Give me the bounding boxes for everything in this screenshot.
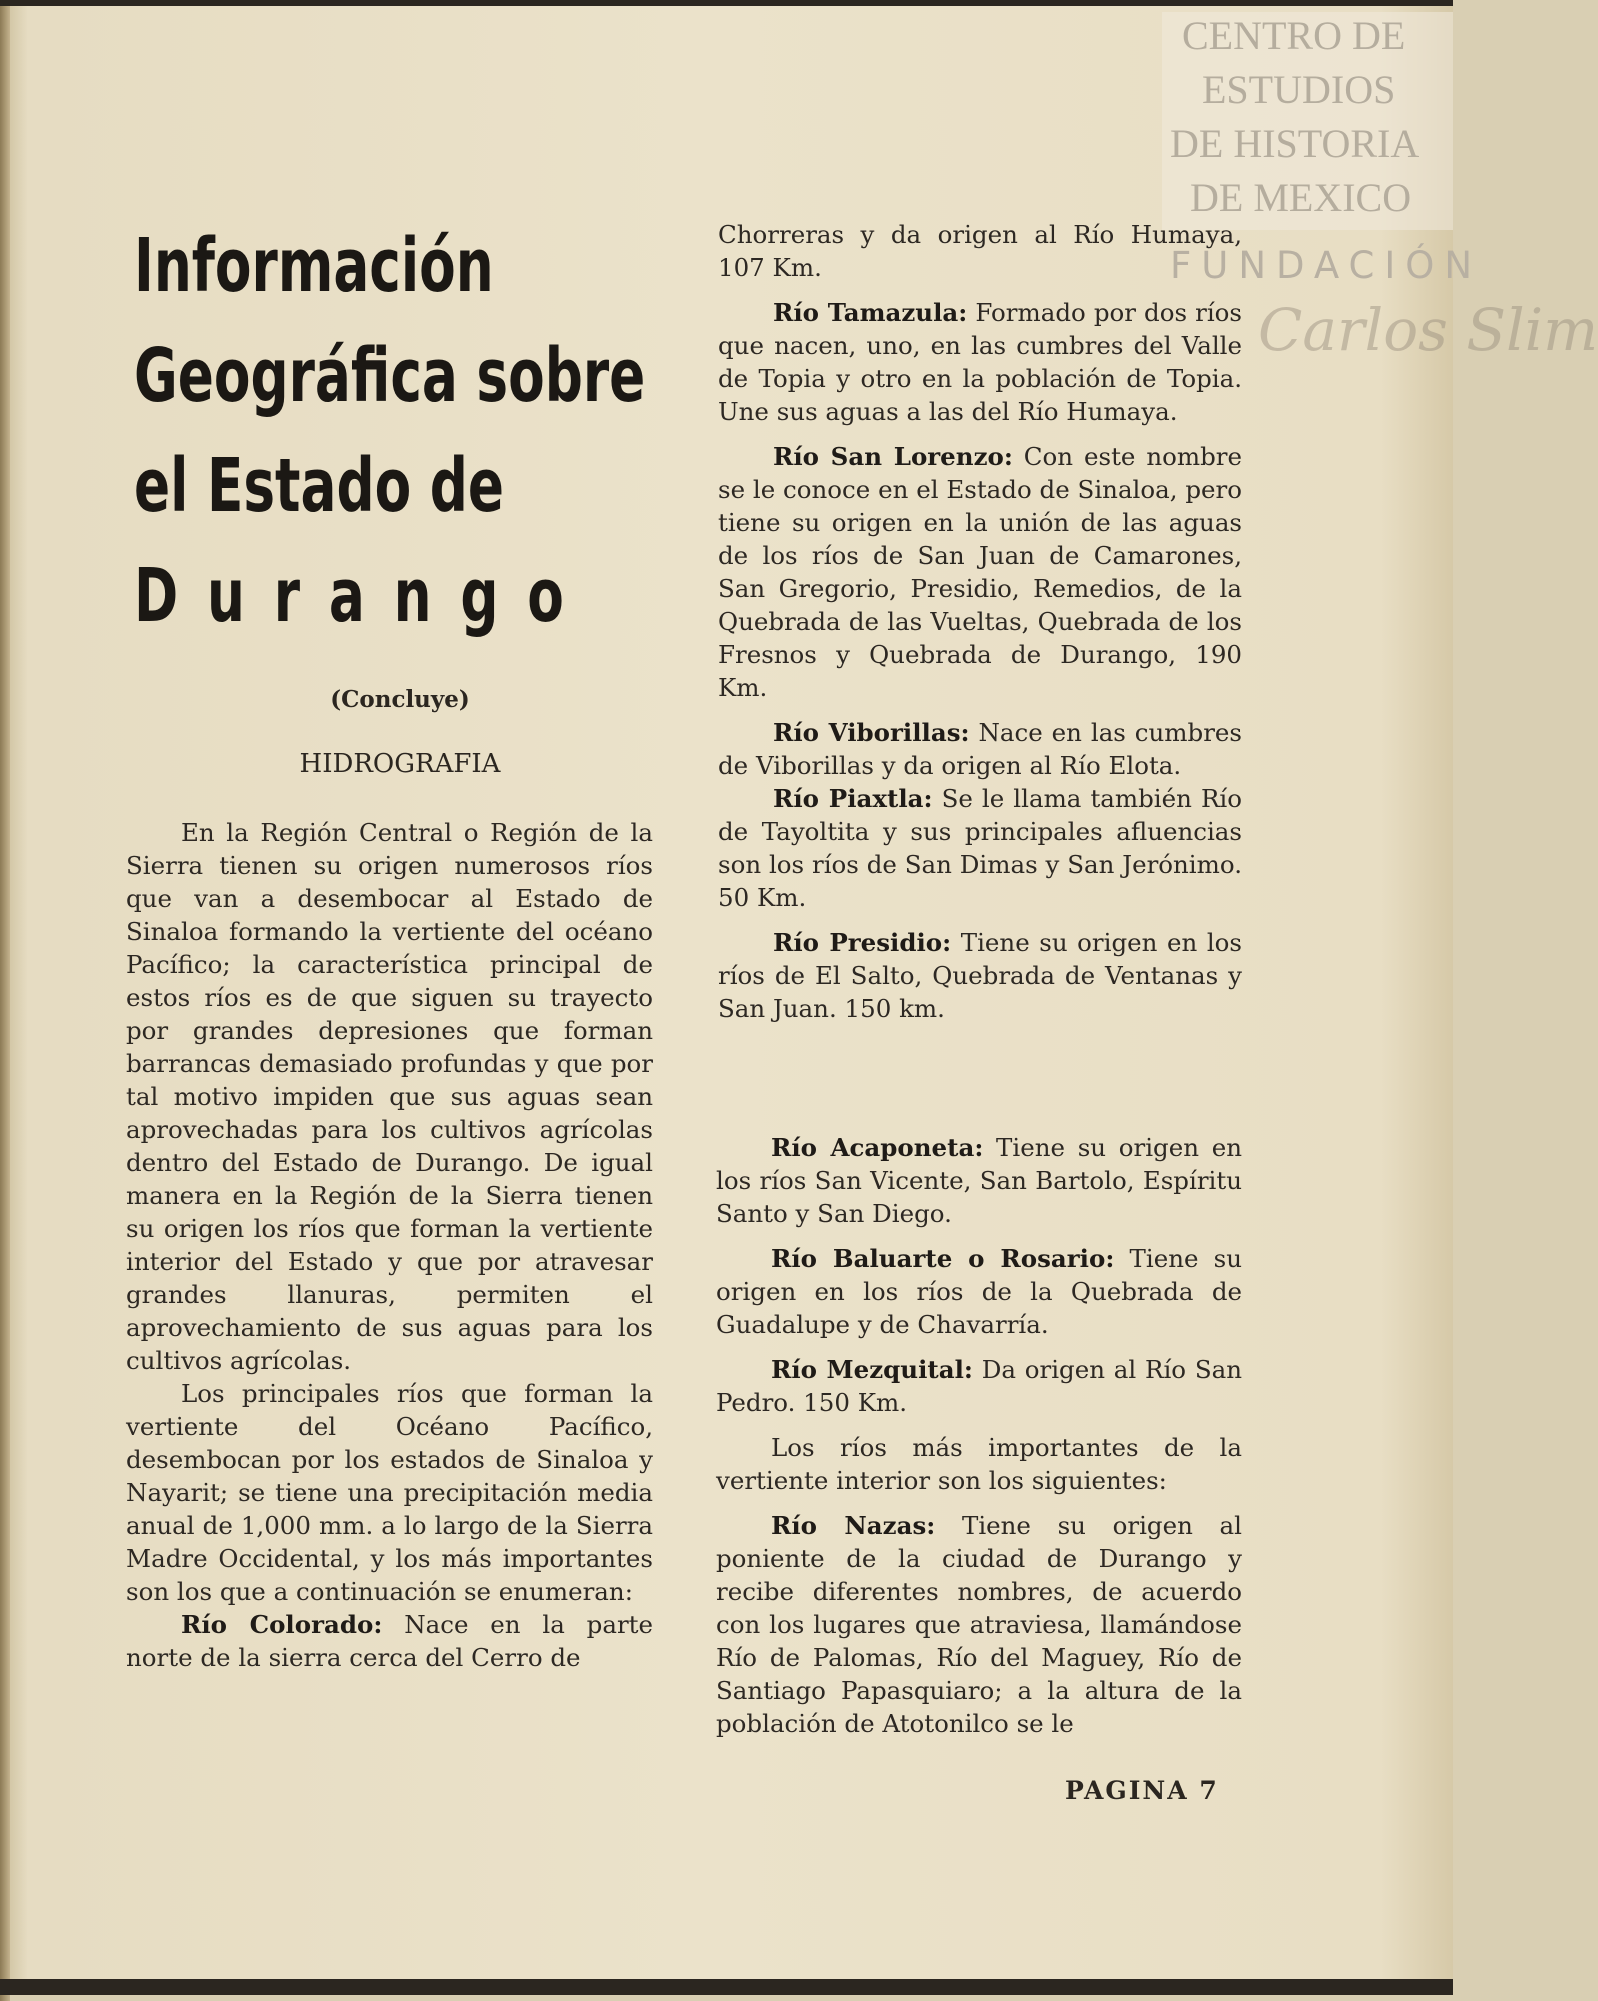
river-name: Río Mezquital:: [771, 1355, 973, 1384]
river-name: Río San Lorenzo:: [773, 442, 1013, 471]
river-name: Río Baluarte o Rosario:: [771, 1244, 1115, 1273]
article-column-right: [718, 218, 1242, 1025]
article-column-left: [126, 816, 653, 1674]
river-description: Nace en las cumbres de Viborillas y da origen al Río Elota.: [718, 718, 1242, 780]
article-subtitle: (Concluye): [330, 686, 470, 713]
page-number: PAGINA 7: [1065, 1776, 1219, 1805]
paragraph-continued: Chorreras y da origen al Río Humaya, 107 Km.: [718, 220, 1242, 282]
river-name: Río Acaponeta:: [771, 1133, 984, 1162]
watermark-fundacion: FUNDACIÓN: [1170, 244, 1483, 287]
article-title: [134, 211, 646, 651]
river-description: Con este nombre se le conoce en el Estado de Sinaloa, pero tiene su origen en la unión de las aguas de los ríos de San Juan de Camarones, San Gregorio, Presidio, Remedios, de la Quebrada de las Vueltas, Quebrada de los Fresnos y Quebrada de Durango, 190 Km.: [718, 442, 1242, 702]
watermark-line-3: DE HISTORIA: [1170, 121, 1420, 166]
river-entry-colorado: [126, 1608, 653, 1674]
watermark-line-1: CENTRO DE: [1182, 13, 1406, 58]
title-line-2: Geográfica sobre: [134, 333, 646, 419]
river-name: Río Tamazula:: [773, 298, 968, 327]
river-name: Río Colorado:: [181, 1610, 383, 1639]
watermark-signature: Carlos Slim: [1258, 296, 1598, 364]
river-description: Tiene su origen al poniente de la ciudad de Durango y recibe diferentes nombres, de acuerdo con los lugares que atraviesa, llamándose Río de Palomas, Río del Maguey, Río de Santiago Papasquiaro; a la altura de la población de Atotonilco se le: [716, 1511, 1242, 1738]
river-entry: [716, 1131, 1242, 1230]
river-description: Tiene su origen en los ríos de la Quebrada de Guadalupe y de Chavarría.: [716, 1244, 1242, 1339]
river-entry: [718, 782, 1242, 914]
watermark-line-4: DE MEXICO: [1190, 175, 1412, 220]
article-column-right-lower: [716, 1131, 1242, 1740]
paragraph-vertiente-pacifico: Los principales ríos que forman la vertiente del Océano Pacífico, desembocan por los estados de Sinaloa y Nayarit; se tiene una precipitación media anual de 1,000 mm. a lo largo de la Sierra Madre Occidental, y los más importantes son los que a continuación se enumeran:: [126, 1379, 653, 1606]
river-description: Tiene su origen en los ríos de El Salto, Quebrada de Ventanas y San Juan. 150 km.: [718, 928, 1242, 1023]
river-entry: [718, 296, 1242, 428]
river-entry: [718, 440, 1242, 704]
river-description: Se le llama también Río de Tayoltita y sus principales afluencias son los ríos de San Dimas y San Jerónimo. 50 Km.: [718, 784, 1242, 912]
title-line-3: el Estado de: [134, 443, 505, 529]
river-name: Río Presidio:: [773, 928, 952, 957]
page-bottom-edge: [0, 1979, 1453, 1995]
river-description: Nace en la parte norte de la sierra cerca del Cerro de: [126, 1610, 654, 1672]
river-name: Río Nazas:: [771, 1511, 936, 1540]
river-name: Río Piaxtla:: [773, 784, 933, 813]
river-entry: [716, 1353, 1242, 1419]
river-description: Tiene su origen en los ríos San Vicente, San Bartolo, Espíritu Santo y San Diego.: [716, 1133, 1242, 1228]
river-entry: [716, 1242, 1242, 1341]
river-description: Formado por dos ríos que nacen, uno, en las cumbres del Valle de Topia y otro en la población de Topia. Une sus aguas a las del Río Humaya.: [718, 298, 1242, 426]
river-description: Da origen al Río San Pedro. 150 Km.: [716, 1355, 1243, 1417]
watermark-line-2: ESTUDIOS: [1202, 67, 1396, 112]
paragraph-region-central: En la Región Central o Región de la Sierra tienen su origen numerosos ríos que van a desembocar al Estado de Sinaloa formando la vertiente del océano Pacífico; la característica principal de estos ríos es de que siguen su trayecto por grandes depresiones que forman barrancas demasiado profundas y que por tal motivo impiden que sus aguas sean aprovechadas para los cultivos agrícolas dentro del Estado de Durango. De igual manera en la Región de la Sierra tienen su origen los ríos que forman la vertiente interior del Estado y que por atravesar grandes llanuras, permiten el aprovechamiento de sus aguas para los cultivos agrícolas.: [126, 818, 653, 1375]
river-entry: [718, 716, 1242, 782]
paragraph-interior-intro: Los ríos más importantes de la vertiente interior son los siguientes:: [716, 1433, 1242, 1495]
page-binding-edge: [0, 6, 10, 2001]
river-name: Río Viborillas:: [773, 718, 970, 747]
title-line-1: Información: [134, 223, 494, 309]
river-entry: [718, 926, 1242, 1025]
section-heading: HIDROGRAFIA: [299, 749, 501, 779]
title-line-4: Durango: [134, 553, 593, 639]
river-entry-nazas: [716, 1509, 1242, 1740]
